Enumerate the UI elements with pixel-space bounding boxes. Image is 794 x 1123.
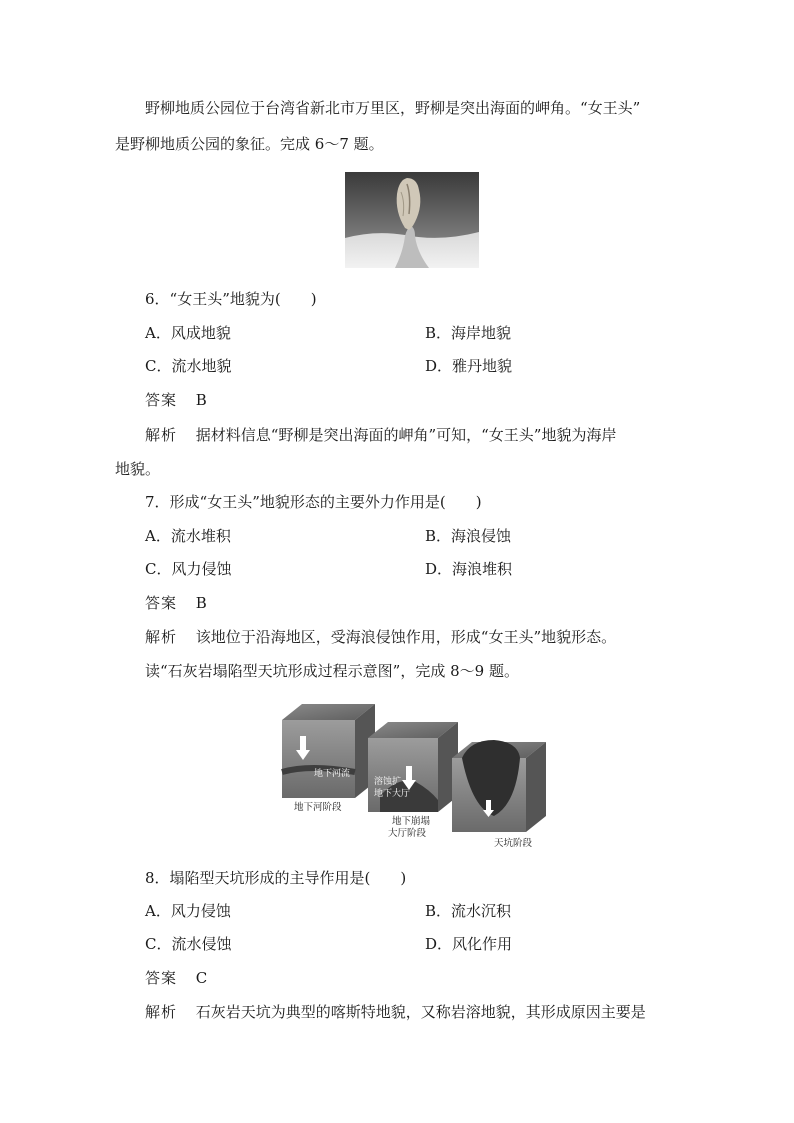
- label-underground-river: 地下河流: [314, 769, 351, 779]
- label-stage-2-line-1: 地下崩塌: [392, 816, 431, 827]
- intro-line-1: 野柳地质公园位于台湾省新北市万里区，野柳是突出海面的岬角。“女王头”: [145, 99, 641, 117]
- q8-stem: 8．塌陷型天坑形成的主导作用是( ): [145, 869, 407, 887]
- q7-option-b: B．海浪侵蚀: [425, 527, 512, 545]
- q8-option-b: B．流水沉积: [425, 902, 512, 920]
- intro-line-2: 是野柳地质公园的象征。完成 6～7 题。: [115, 135, 384, 153]
- q6-stem: 6．“女王头”地貌为( ): [145, 290, 317, 308]
- label-erosion-2: 地下大厅: [374, 789, 411, 799]
- q6-analysis-line-2: 地貌。: [115, 460, 161, 478]
- q6-analysis-label: 解析: [145, 426, 178, 444]
- q7-analysis-label: 解析: [145, 628, 178, 646]
- queens-head-photo: [345, 172, 479, 268]
- q6-option-c: C．流水地貌: [145, 357, 232, 375]
- label-stage-3: 天坑阶段: [494, 838, 533, 849]
- q8-option-d: D．风化作用: [425, 935, 513, 953]
- q6-analysis-row: [145, 425, 616, 445]
- q8-analysis-text: 石灰岩天坑为典型的喀斯特地貌，又称岩溶地貌，其形成原因主要是: [195, 1003, 646, 1021]
- q7-answer-value: B: [195, 594, 207, 612]
- q7-answer-row: [145, 593, 207, 613]
- q6-option-a: A．风成地貌: [145, 324, 231, 342]
- q8-answer-label: 答案: [145, 969, 178, 987]
- q6-answer-label: 答案: [145, 391, 178, 409]
- q6-option-b: B．海岸地貌: [425, 324, 512, 342]
- label-stage-2-line-2: 大厅阶段: [388, 828, 427, 839]
- q6-answer-value: B: [195, 391, 207, 409]
- q8-analysis-label: 解析: [145, 1003, 178, 1021]
- q6-option-d: D．雅丹地貌: [425, 357, 513, 375]
- intro-2: 读“石灰岩塌陷型天坑形成过程示意图”，完成 8～9 题。: [145, 662, 519, 680]
- label-stage-1: 地下河阶段: [294, 802, 342, 813]
- q6-answer-row: [145, 390, 207, 410]
- q8-option-a: A．风力侵蚀: [145, 902, 231, 920]
- q7-stem: 7．形成“女王头”地貌形态的主要外力作用是( ): [145, 493, 482, 511]
- q6-analysis-text: 据材料信息“野柳是突出海面的岬角”可知，“女王头”地貌为海岸: [195, 426, 617, 444]
- q7-option-c: C．风力侵蚀: [145, 560, 232, 578]
- q7-answer-label: 答案: [145, 594, 178, 612]
- q8-option-c: C．流水侵蚀: [145, 935, 232, 953]
- label-erosion-1: 溶蚀扩: [374, 777, 402, 787]
- q7-option-a: A．流水堆积: [145, 527, 231, 545]
- q7-analysis-row: [145, 627, 616, 647]
- q7-analysis-text: 该地位于沿海地区，受海浪侵蚀作用，形成“女王头”地貌形态。: [195, 628, 617, 646]
- q8-answer-value: C: [195, 969, 208, 987]
- sinkhole-diagram: [280, 700, 548, 850]
- q8-analysis-row: [145, 1002, 646, 1022]
- q7-option-d: D．海浪堆积: [425, 560, 513, 578]
- q8-answer-row: [145, 968, 207, 988]
